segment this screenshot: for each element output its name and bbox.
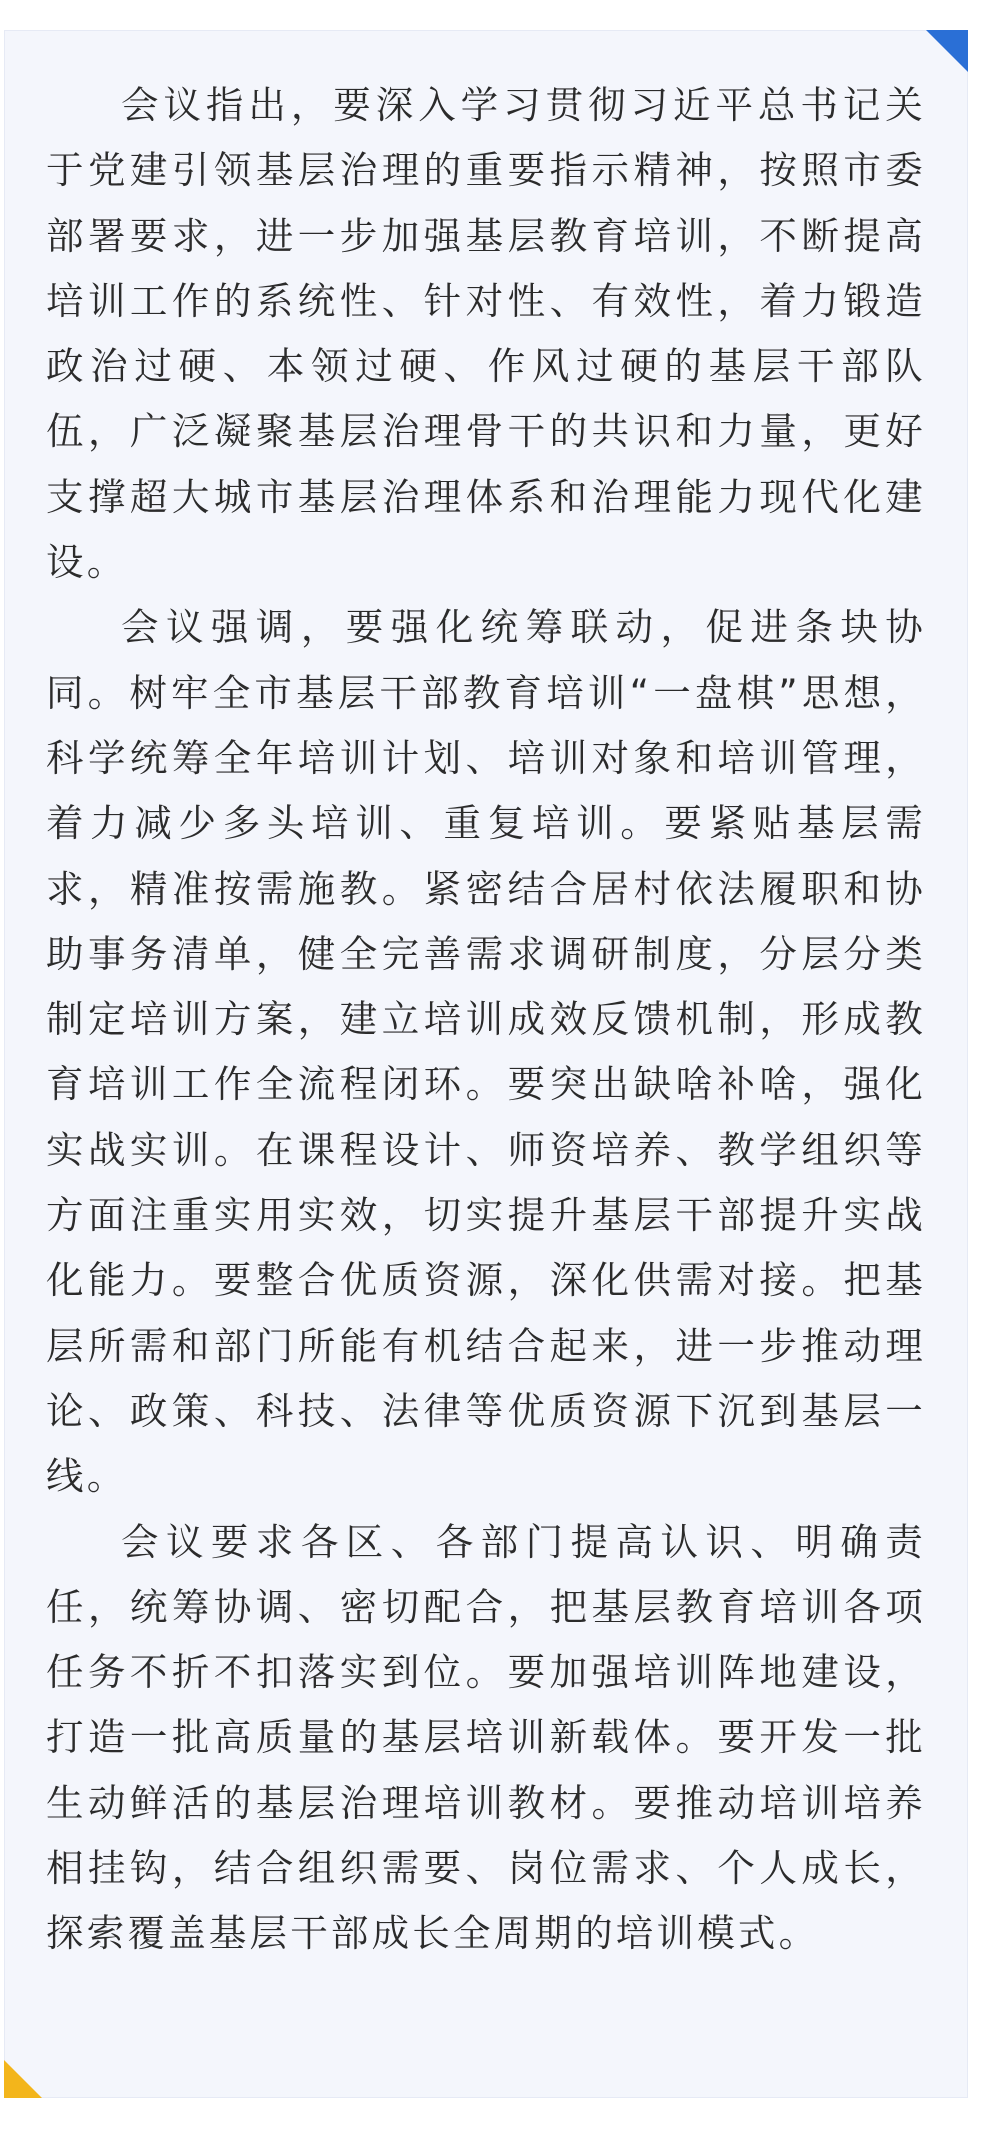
paragraph-3: 会议要求各区、各部门提高认识、明确责任，统筹协调、密切配合，把基层教育培训各项任务不折不扣落实到位。要加强培训阵地建设，打造一批高质量的基层培训新载体。要开发一批生动鲜活的基层治理培训教材。要推动培训培养相挂钩，结合组织需要、岗位需求、个人成长，探索覆盖基层干部成长全周期的培训模式。 — [46, 1519, 926, 1956]
article-body — [46, 73, 926, 1967]
paragraph-1: 会议指出，要深入学习贯彻习近平总书记关于党建引领基层治理的重要指示精神，按照市委部署要求，进一步加强基层教育培训，不断提高培训工作的系统性、针对性、有效性，着力锻造政治过硬、本领过硬、作风过硬的基层干部队伍，广泛凝聚基层治理骨干的共识和力量，更好支撑超大城市基层治理体系和治理能力现代化建设。 — [46, 83, 926, 585]
paragraph-2: 会议强调，要强化统筹联动，促进条块协同。树牢全市基层干部教育培训“一盘棋”思想，科学统筹全年培训计划、培训对象和培训管理，着力减少多头培训、重复培训。要紧贴基层需求，精准按需施教。紧密结合居村依法履职和协助事务清单，健全完善需求调研制度，分层分类制定培训方案，建立培训成效反馈机制，形成教育培训工作全流程闭环。要突出缺啥补啥，强化实战实训。在课程设计、师资培养、教学组织等方面注重实用实效，切实提升基层干部提升实战化能力。要整合优质资源，深化供需对接。把基层所需和部门所能有机结合起来，进一步推动理论、政策、科技、法律等优质资源下沉到基层一线。 — [46, 605, 926, 1499]
article-card — [4, 30, 968, 2098]
corner-decoration-bottom-left — [4, 2060, 42, 2098]
corner-decoration-top-right — [926, 30, 968, 72]
